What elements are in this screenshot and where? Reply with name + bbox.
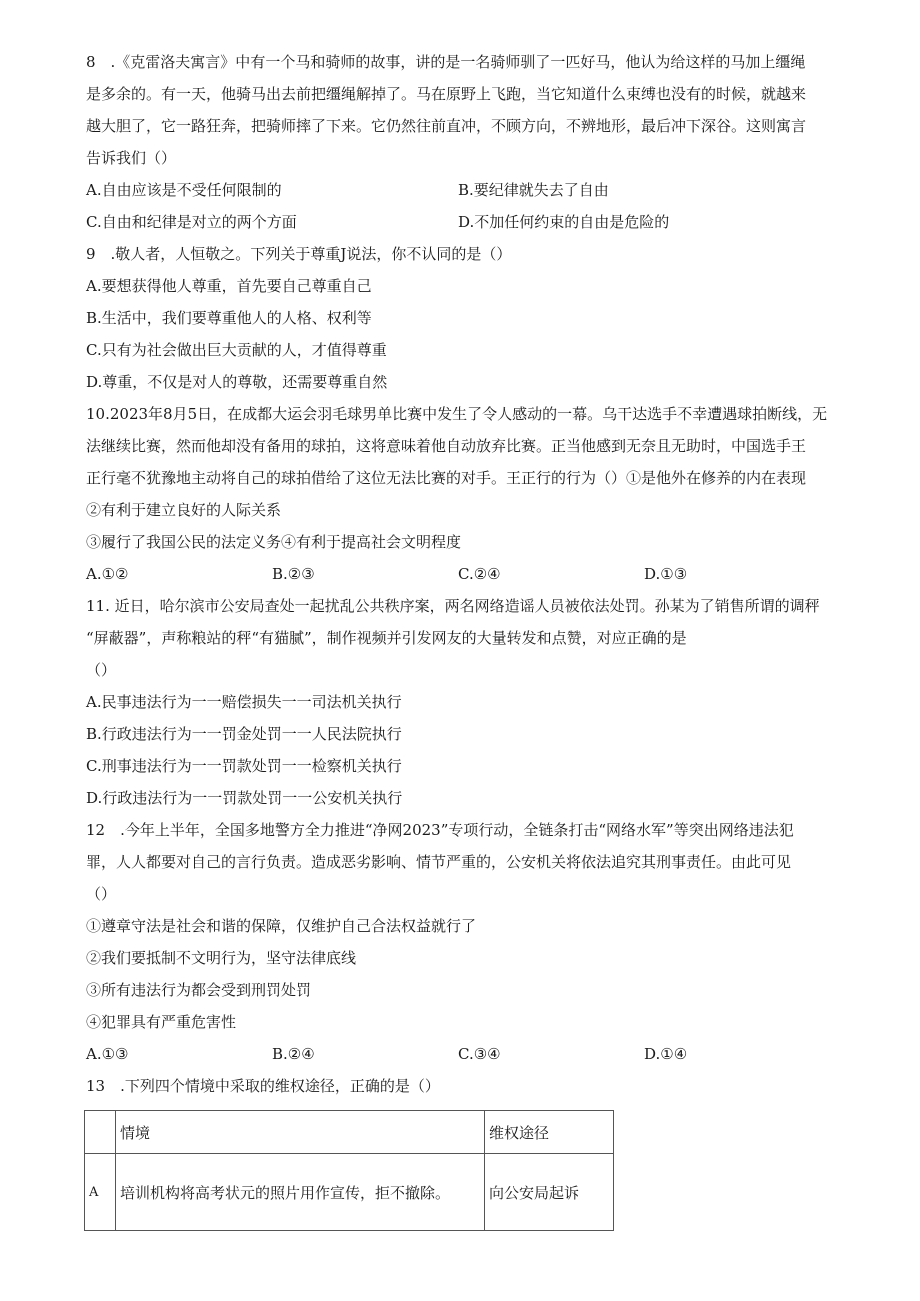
question-13: [86, 1070, 846, 1231]
table-header-row: [85, 1111, 614, 1154]
question-11-option-c: C.刑事违法行为一一罚款处罚一一检察机关执行: [86, 757, 402, 775]
question-9-option-b: B.生活中，我们要尊重他人的人格、权利等: [86, 309, 372, 327]
question-8-line: 是多余的。有一天，他骑马出去前把缰绳解掉了。马在原野上飞跑，当它知道什么束缚也没有的时候，就越来: [86, 85, 807, 103]
question-8-option-c: C.自由和纪律是对立的两个方面: [86, 213, 297, 231]
question-9-option-a: A.要想获得他人尊重，首先要自己尊重自己: [86, 277, 372, 295]
question-9-option-c: C.只有为社会做出巨大贡献的人，才值得尊重: [86, 341, 387, 359]
question-12-option-c: C.③④: [458, 1045, 501, 1063]
question-12-line: （）: [86, 885, 117, 903]
question-11-option-a: A.民事违法行为一一赔偿损失一一司法机关执行: [86, 693, 402, 711]
question-11-line: “屏蔽器”，声称粮站的秤“有猫腻”，制作视频并引发网友的大量转发和点赞，对应正确的是: [86, 629, 687, 647]
question-8-line: 8 .《克雷洛夫寓言》中有一个马和骑师的故事，讲的是一名骑师驯了一匹好马，他认为给这样的马加上缰绳: [86, 53, 806, 71]
question-9-stem: 9 .敬人者，人恒敬之。下列关于尊重J说法，你不认同的是（）: [86, 245, 512, 263]
question-11-option-d: D.行政违法行为一一罚款处罚一一公安机关执行: [86, 789, 403, 807]
question-11-line: （）: [86, 661, 117, 679]
question-10-line: 10.2023年8月5日，在成都大运会羽毛球男单比赛中发生了令人感动的一幕。乌干达选手不幸遭遇球拍断线，无: [86, 405, 828, 423]
question-12-line: ③所有违法行为都会受到刑罚处罚: [86, 981, 312, 999]
question-8-option-d: D.不加任何约束的自由是危险的: [458, 213, 670, 231]
question-10-line: ③履行了我国公民的法定义务④有利于提高社会文明程度: [86, 533, 462, 551]
question-8: [86, 46, 846, 238]
question-12-option-d: D.①④: [644, 1045, 688, 1063]
question-8-option-b: B.要纪律就失去了自由: [458, 181, 609, 199]
question-10-line: 正行毫不犹豫地主动将自己的球拍借给了这位无法比赛的对手。王正行的行为（）①是他外在修养的内在表现: [86, 469, 807, 487]
question-10-option-b: B.②③: [272, 565, 315, 583]
table-cell: A: [85, 1154, 116, 1231]
question-13-table: [84, 1110, 614, 1231]
table-header-cell: 情境: [116, 1111, 485, 1154]
question-12-option-b: B.②④: [272, 1045, 315, 1063]
question-8-line: 越大胆了，它一路狂奔，把骑师摔了下来。它仍然往前直冲，不顾方向，不辨地形，最后冲下深谷。这则寓言: [86, 117, 807, 135]
table-cell: 培训机构将高考状元的照片用作宣传，拒不撤除。: [116, 1154, 485, 1231]
question-13-stem: 13 .下列四个情境中采取的维权途径，正确的是（）: [86, 1077, 440, 1095]
table-row: [85, 1154, 614, 1231]
question-12-line: ④犯罪具有严重危害性: [86, 1013, 237, 1031]
question-10-option-a: A.①②: [86, 565, 129, 583]
question-12-line: 12 .今年上半年，全国多地警方全力推进“净网2023”专项行动，全链条打击“网络水军”等突出网络违法犯: [86, 821, 794, 839]
question-12-line: ①遵章守法是社会和谐的保障，仅维护自己合法权益就行了: [86, 917, 477, 935]
question-10-option-d: D.①③: [644, 565, 688, 583]
question-9: [86, 238, 846, 398]
question-12: [86, 814, 846, 1070]
question-9-option-d: D.尊重，不仅是对人的尊敬，还需要尊重自然: [86, 373, 388, 391]
question-12-line: 罪，人人都要对自己的言行负责。造成恶劣影响、情节严重的，公安机关将依法追究其刑事责任。由此可见: [86, 853, 792, 871]
question-11-option-b: B.行政违法行为一一罚金处罚一一人民法院执行: [86, 725, 402, 743]
table-header-cell: 维权途径: [485, 1111, 614, 1154]
question-11-line: 11. 近日，哈尔滨市公安局查处一起扰乱公共秩序案，两名网络造谣人员被依法处罚。孙某为了销售所谓的调秤: [86, 597, 820, 615]
question-10-line: ②有利于建立良好的人际关系: [86, 501, 282, 519]
table-cell: 向公安局起诉: [485, 1154, 614, 1231]
table-header-cell: [85, 1111, 116, 1154]
question-8-option-a: A.自由应该是不受任何限制的: [86, 181, 282, 199]
question-11: [86, 590, 846, 814]
question-8-line: 告诉我们（）: [86, 149, 177, 167]
exam-page: [86, 46, 846, 1231]
question-10-option-c: C.②④: [458, 565, 501, 583]
question-10: [86, 398, 846, 590]
question-12-line: ②我们要抵制不文明行为，坚守法律底线: [86, 949, 357, 967]
question-12-option-a: A.①③: [86, 1045, 129, 1063]
question-10-line: 法继续比赛，然而他却没有备用的球拍，这将意味着他自动放弃比赛。正当他感到无奈且无助时，中国选手王: [86, 437, 807, 455]
